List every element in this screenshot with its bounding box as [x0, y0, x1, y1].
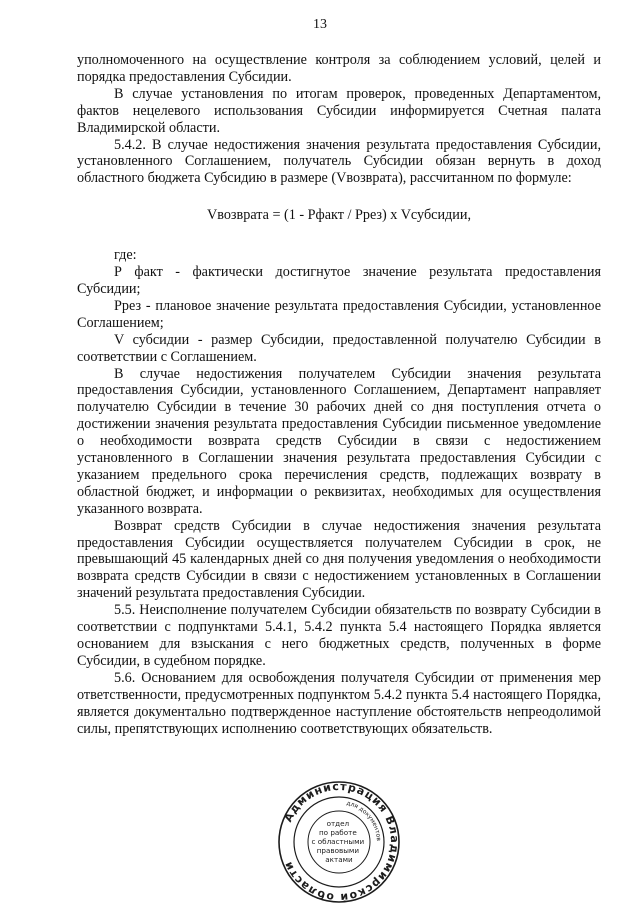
stamp-seal: [277, 780, 401, 904]
formula: Vвозврата = (1 - Рфакт / Ррез) x Vсубсидии,: [206, 207, 472, 224]
stamp-outer-text: Администрация Владимирской области: [281, 780, 401, 904]
paragraph-5-6: 5.6. Основанием для освобождения получателя Субсидии от применения мер ответственности, предусмотренных подпунктом 5.4.2 пункта 5.4 настоящего Порядка, является документально подтвержденное наступление обстоятельств непреодолимой силы, препятствующих исполнению соответствующих обязательств.: [77, 669, 601, 737]
paragraph-audit-findings: В случае установления по итогам проверок, проведенных Департаментом, фактов нецелевого использования Субсидии информируется Счетная палата Владимирской области.: [77, 85, 601, 136]
stamp-center-line: правовыми: [316, 846, 360, 855]
paragraph-refund-term: Возврат средств Субсидии в случае недостижения значения результата предоставления Субсидии осуществляется получателем Субсидии в срок, не превышающий 45 календарных дней со дня получения уведомления о необходимости возврата средств Субсидии в связи с недостижением установленных в Соглашении значений результата предоставления Субсидии.: [77, 517, 601, 602]
svg-text:отдел по работе с: [312, 819, 367, 864]
document-body: [77, 52, 601, 737]
paragraph-continuation: уполномоченного на осуществление контроля за соблюдением условий, целей и порядка предоставления Субсидии.: [77, 52, 601, 85]
formula-def-pfact: Р факт - фактически достигнутое значение результата предоставления Субсидии;: [77, 264, 601, 297]
formula-def-vsubsidy: V субсидии - размер Субсидии, предоставленной получателю Субсидии в соответствии с Соглашением.: [77, 331, 601, 365]
paragraph-5-4-2: 5.4.2. В случае недостижения значения результата предоставления Субсидии, установленного Соглашением, получатель Субсидии обязан вернуть в доход областного бюджета Субсидию в размере (Vвозврата), рассчитанном по формуле:: [77, 136, 601, 187]
stamp-center-line: отдел: [326, 819, 350, 828]
formula-def-prez: Ррез - плановое значение результата предоставления Субсидии, установленное Соглашением;: [77, 297, 601, 331]
official-stamp: [277, 780, 401, 904]
page-number: 13: [313, 17, 327, 32]
stamp-center-line: актами: [325, 855, 353, 864]
stamp-center-line: с областными: [311, 837, 365, 846]
stamp-center-line: по работе: [318, 828, 357, 837]
paragraph-5-5: 5.5. Неисполнение получателем Субсидии обязательств по возврату Субсидии в соответствии с подпунктами 5.4.1, 5.4.2 пункта 5.4 настоящего Порядка является основанием для взыскания с него бюджетных средств, полученных в форме Субсидии, в судебном порядке.: [77, 602, 601, 669]
stamp-inner-text: для документов: [345, 799, 383, 842]
paragraph-notification: В случае недостижения получателем Субсидии значения результата предоставления Субсидии, установленного Соглашением, Департамент направляет получателю Субсидии в течение 30 рабочих дней со дня поступления отчета о достижении значения результата предоставления Субсидии письменное уведомление о необходимости возврата средств Субсидии в связи с недостижением установленного в Соглашении значения результата предоставления Субсидии с указанием предельного срока перечисления средств, подлежащих возврату в областной бюджет, и информации о реквизитах, необходимых для осуществления указанного возврата.: [77, 365, 601, 517]
formula-where: где:: [114, 247, 137, 264]
